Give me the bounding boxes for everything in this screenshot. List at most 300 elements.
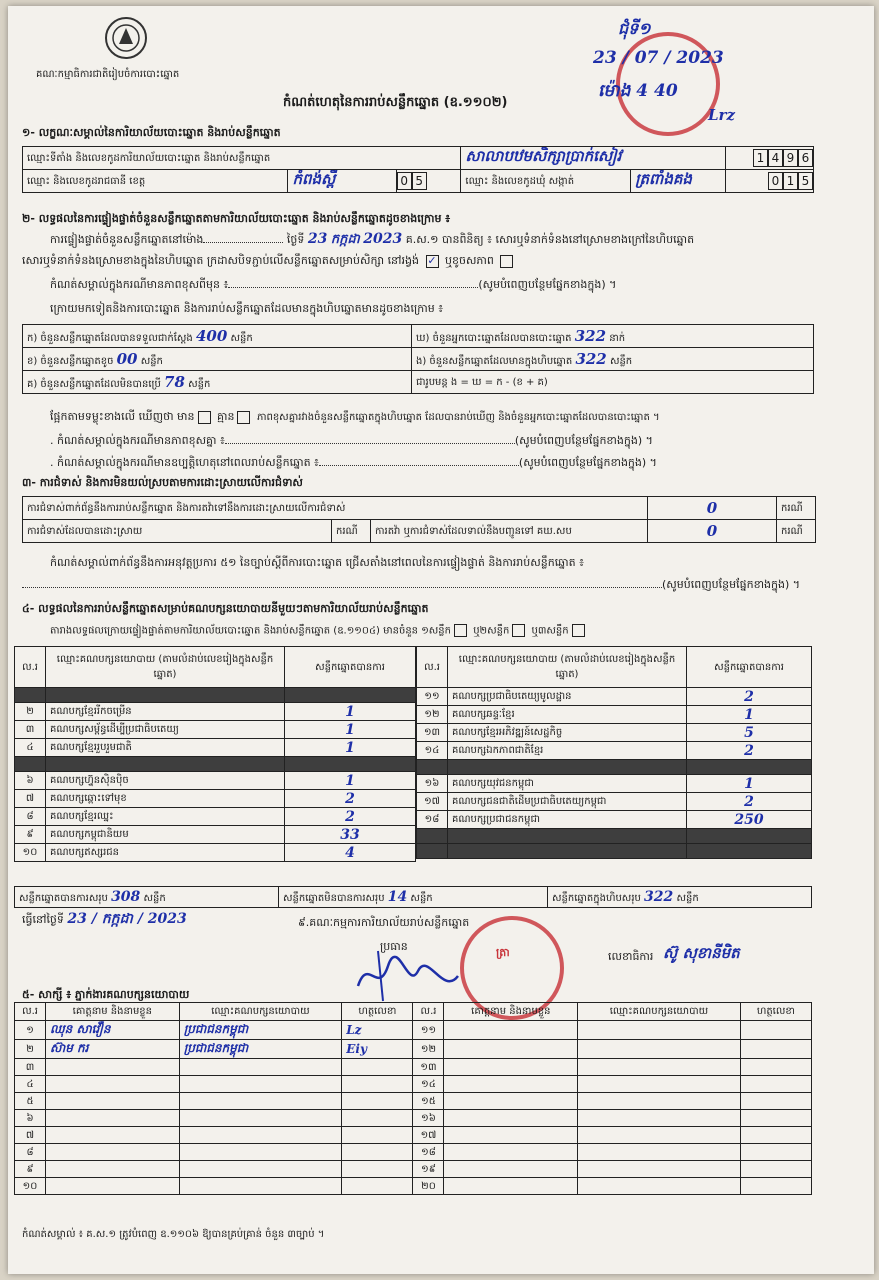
witness-row (15, 1144, 812, 1161)
col-party: ឈ្មោះគណបក្សនយោបាយ (តាមលំដាប់លេខរៀងក្នុងសន្លឹកឆ្នោត) (448, 647, 687, 688)
committee-title: ៩.គណៈកម្មការការិយាល័យរាប់សន្លឹកឆ្នោត (298, 916, 470, 929)
article-note-text: កំណត់សម្គាល់ពាក់ព័ន្ធនឹងការអនុវត្តប្រការ ៥១ នៃច្បាប់ស្តីពីការបោះឆ្នោត ជ្រើសតាំងនៅពេលនៃការផ្ទៀងផ្ទាត់ និងការរាប់សន្លឹកឆ្នោត ៖ (50, 556, 584, 569)
fill-note: (សូមបំពេញបន្ថែមផ្នែកខាងក្នុង) ។ (478, 278, 617, 291)
witness-sign (342, 1144, 413, 1161)
party-no: ១៤ (417, 742, 448, 760)
total-box (547, 887, 811, 908)
damaged-label: ឬខូចសភាព (445, 254, 494, 267)
party-name: គណបក្សសម្ព័ន្ធដើម្បីប្រជាធិបតេយ្យ (46, 721, 285, 739)
org-name: គណៈកម្មាធិការជាតិរៀបចំការបោះឆ្នោត (36, 69, 180, 80)
witness-name (444, 1040, 578, 1059)
witness-name (444, 1059, 578, 1076)
witness-sign (740, 1093, 811, 1110)
witness-sign (342, 1059, 413, 1076)
unit: សន្លឹក (143, 892, 166, 904)
case-label: ករណី (777, 520, 816, 543)
col-sign: ហត្ថលេខា (740, 1003, 811, 1021)
witness-name: ស៊ាម ករ (46, 1040, 180, 1059)
witness-party (578, 1059, 741, 1076)
unused-ballots (23, 371, 412, 394)
witness-sign (740, 1076, 811, 1093)
col-party: ឈ្មោះគណបក្សនយោបាយ (179, 1003, 342, 1021)
form-sheet (8, 6, 874, 1274)
witness-no: ១៤ (413, 1076, 444, 1093)
witness-name (46, 1093, 180, 1110)
party-name: គណបក្សជនជាតិដើមប្រជាធិបតេយ្យកម្ពុជា (448, 793, 687, 811)
witness-no: ២ (15, 1040, 46, 1059)
party-name: គណបក្សឆន្ទៈខ្មែរ (448, 706, 687, 724)
note2-text: . កំណត់សម្គាល់ក្នុងករណីមានភាពខុសគ្នា ៖ (50, 434, 225, 447)
year-value: 2023 (363, 231, 403, 247)
two-sheets-label: ឬ២សន្លឹក (473, 625, 510, 637)
emblem-logo (103, 16, 149, 60)
unused-label: គ) ចំនួនសន្លឹកឆ្នោតដែលមិនបានប្រើ (27, 378, 161, 390)
diff-note-text: កំណត់សម្គាល់ក្នុងករណីមានភាពខុសពីមុន ៖ (50, 278, 229, 291)
col-sign: ហត្ថលេខា (342, 1003, 413, 1021)
party-no: ២ (15, 703, 46, 721)
witness-name (46, 1144, 180, 1161)
location-name-label: ឈ្មោះទីតាំង និងលេខកូដការិយាល័យបោះឆ្នោត និងរាប់សន្លឹកឆ្នោត (23, 147, 461, 170)
location-name-value: សាលាបឋមសិក្សាប្រាក់សៀវ (461, 147, 726, 170)
col-party: ឈ្មោះគណបក្សនយោបាយ (តាមលំដាប់លេខរៀងក្នុងសន្លឹកឆ្នោត) (46, 647, 285, 688)
unit: សន្លឹក (140, 355, 163, 367)
party-row (417, 775, 812, 793)
party-row (15, 808, 416, 826)
two-sheets-checkbox[interactable] (512, 624, 525, 637)
done-label: ធ្វើនៅថ្ងៃទី (22, 913, 64, 926)
diff-check-line (50, 410, 660, 425)
col-no: ល.រ (15, 647, 46, 688)
witness-party (578, 1127, 741, 1144)
total-valid (15, 887, 279, 908)
party-votes: 2 (687, 793, 812, 811)
party-name: គណបក្សហ្វ៊ុនស៊ិនប៉ិច (46, 772, 285, 790)
formula: ជារូបមន្ត ង = ឃ = ក - (ខ + គ) (412, 371, 814, 394)
one-sheet-checkbox[interactable] (454, 624, 467, 637)
party-name: គណបក្សកម្ពុជានិយម (46, 826, 285, 844)
commune-value: ត្រពាំងគង (631, 170, 726, 193)
box-label: ង) ចំនួនសន្លឹកឆ្នោតដែលមានក្នុងហិបឆ្នោត (416, 355, 573, 367)
witness-no: ១២ (413, 1040, 444, 1059)
party-no: ៦ (15, 772, 46, 790)
party-no: ១៧ (417, 793, 448, 811)
total-box-label: សន្លឹកឆ្នោតក្នុងហិបសរុប (551, 892, 641, 904)
witness-name (444, 1093, 578, 1110)
party-no: ១០ (15, 844, 46, 862)
done-date-line (22, 912, 187, 927)
witness-party (578, 1178, 741, 1195)
party-votes (687, 844, 812, 859)
party-row (15, 757, 416, 772)
witness-sign (342, 1127, 413, 1144)
party-row (15, 844, 416, 862)
party-no: ១៦ (417, 775, 448, 793)
party-row (15, 688, 416, 703)
party-votes (687, 829, 812, 844)
col-no: ល.រ (417, 647, 448, 688)
witness-sign (740, 1127, 811, 1144)
code-digit: 0 (397, 172, 412, 190)
party-name: គណបក្សខ្មែរអភិវឌ្ឍន៍សេដ្ឋកិច្ច (448, 724, 687, 742)
three-sheets-checkbox[interactable] (572, 624, 585, 637)
unit: សន្លឹក (230, 332, 253, 344)
party-row (417, 724, 812, 742)
witness-no: ៩ (15, 1161, 46, 1178)
unit: សន្លឹក (609, 355, 633, 367)
party-votes: 2 (285, 790, 416, 808)
witness-name (46, 1161, 180, 1178)
witness-sign (740, 1040, 811, 1059)
party-name: គណបក្សខ្មែររីកចម្រើន (46, 703, 285, 721)
party-votes: 5 (687, 724, 812, 742)
total-invalid-value: 14 (387, 888, 408, 905)
received-label: ក) ចំនួនសន្លឹកឆ្នោតដែលបានទទួលជាក់ស្តែង (27, 332, 193, 344)
total-invalid (279, 887, 548, 908)
complaint-label: ការជំទាស់ពាក់ព័ន្ធនឹងការរាប់សន្លឹកឆ្នោត និងការតវ៉ាទៅនឹងការដោះស្រាយលើការជំទាស់ (23, 497, 648, 520)
witness-sign (342, 1161, 413, 1178)
party-name: គណបក្សឯកភាពជាតិខ្មែរ (448, 742, 687, 760)
col-no: ល.រ (15, 1003, 46, 1021)
witness-party: ប្រជាជនកម្ពុជា (179, 1021, 342, 1040)
section5-heading: ៥- សាក្សី ៖ ភ្នាក់ងារគណបក្សនយោបាយ (22, 988, 190, 1001)
total-box-value: 322 (644, 888, 674, 905)
case-label: ករណី (777, 497, 816, 520)
witness-no: ៦ (15, 1110, 46, 1127)
witness-party (578, 1161, 741, 1178)
witness-party (578, 1093, 741, 1110)
fill-note: (សូមបំពេញបន្ថែមផ្នែកខាងក្នុង) ។ (514, 434, 653, 447)
month-value: កក្កដា (330, 232, 360, 247)
code-digit: 5 (798, 172, 813, 190)
spoiled-value: 00 (116, 349, 138, 368)
witness-sign (342, 1093, 413, 1110)
witness-sign: Lz (342, 1021, 413, 1040)
party-votes (285, 757, 416, 772)
witness-sign (740, 1021, 811, 1040)
witness-party (179, 1161, 342, 1178)
witness-sign (740, 1110, 811, 1127)
total-valid-label: សន្លឹកឆ្នោតបានការសរុប (19, 892, 108, 904)
witness-party (578, 1076, 741, 1093)
witness-name (444, 1110, 578, 1127)
witness-row (15, 1040, 812, 1059)
witness-name (46, 1178, 180, 1195)
party-row (417, 688, 812, 706)
witness-name (444, 1161, 578, 1178)
spoiled-label: ខ) ចំនួនសន្លឹកឆ្នោតខូច (27, 355, 114, 367)
received-ballots (23, 325, 412, 348)
code-digit: 0 (768, 172, 783, 190)
witness-no: ១៩ (413, 1161, 444, 1178)
fill-note: (សូមបំពេញបន្ថែមផ្នែកខាងក្នុង) ។ (662, 578, 801, 591)
party-no: ៧ (15, 790, 46, 808)
article-note (50, 556, 850, 570)
witness-table (14, 1002, 812, 1195)
location-table (22, 146, 814, 193)
witness-party (179, 1110, 342, 1127)
unit: សន្លឹក (676, 892, 699, 904)
complaint-value: 0 (648, 497, 777, 520)
note3-text: . កំណត់សម្គាល់ក្នុងករណីមានឧប្បត្តិហេតុនៅពេលរាប់សន្លឹកឆ្នោត ៖ (50, 456, 319, 469)
unit: សន្លឹក (410, 892, 433, 904)
party-votes: 2 (687, 688, 812, 706)
witness-no: ៧ (15, 1127, 46, 1144)
witness-party (179, 1178, 342, 1195)
party-row (417, 811, 812, 829)
box-value: 322 (575, 349, 607, 368)
unit: នាក់ (609, 332, 626, 344)
party-votes: 1 (687, 775, 812, 793)
party-name: គណបក្សខ្មែររួបរួមជាតិ (46, 739, 285, 757)
witness-row (15, 1127, 812, 1144)
day-label: ថ្ងៃទី (286, 233, 305, 246)
party-row (417, 706, 812, 724)
witness-name (46, 1059, 180, 1076)
footer-note: កំណត់សម្គាល់ ៖ គ.ស.១ ត្រូវបំពេញ ឧ.១១០៦ ឱ្យបានគ្រប់គ្រាន់ ចំនួន ៣ច្បាប់ ។ (22, 1229, 325, 1240)
party-name (448, 829, 687, 844)
party-votes: 4 (285, 844, 416, 862)
witness-party (578, 1040, 741, 1059)
totals-table (14, 886, 812, 908)
done-date: 23 / កក្កដា / 2023 (67, 911, 187, 927)
section4-heading: ៤- លទ្ធផលនៃការរាប់សន្លឹកឆ្នោតសម្រាប់គណបក្សនយោបាយនីមួយៗតាមការិយាល័យរាប់សន្លឹកឆ្នោត (22, 602, 429, 615)
witness-sign (342, 1110, 413, 1127)
party-votes: 2 (285, 808, 416, 826)
witness-no: ១១ (413, 1021, 444, 1040)
witness-row (15, 1178, 812, 1195)
party-row (417, 829, 812, 844)
diff-label: ផ្អែកតាមទម្លុះខាងលើ ឃើញថា មាន (50, 410, 195, 423)
party-no: ១៣ (417, 724, 448, 742)
diff-note-line (50, 278, 616, 292)
witness-sign (740, 1161, 811, 1178)
section3-heading: ៣- ការជំទាស់ និងការមិនយល់ស្របតាមការដោះស្រាយលើការជំទាស់ (22, 476, 303, 489)
diff-yes-checkbox[interactable] (198, 411, 211, 424)
party-no: ១១ (417, 688, 448, 706)
witness-party (578, 1021, 741, 1040)
party-name: គណបក្សឥស្សរជន (46, 844, 285, 862)
diff-no-checkbox[interactable] (237, 411, 250, 424)
party-row (15, 721, 416, 739)
code-digit: 1 (753, 149, 768, 167)
witness-name: ឈុន សាវឿន (46, 1021, 180, 1040)
province-label: ឈ្មោះ និងលេខកូដរាជធានី ខេត្ត (23, 170, 288, 193)
party-row (15, 703, 416, 721)
voters-count (412, 325, 814, 348)
witness-sign (740, 1059, 811, 1076)
party-name (46, 757, 285, 772)
col-no: ល.រ (413, 1003, 444, 1021)
party-votes: 2 (687, 742, 812, 760)
party-votes: 1 (285, 703, 416, 721)
witness-party (179, 1076, 342, 1093)
party-row (15, 739, 416, 757)
witness-sign (342, 1076, 413, 1093)
section2-heading: ២- លទ្ធផលនៃការផ្ទៀងផ្ទាត់ចំនួនសន្លឹកឆ្នោតតាមការិយាល័យបោះឆ្នោត និងរាប់សន្លឹកឆ្នោតដូចខាងក្រោម ៖ (22, 212, 451, 225)
col-name: គោត្តនាម និងនាមខ្លួន (46, 1003, 180, 1021)
witness-party (179, 1093, 342, 1110)
form-title: កំណត់ហេតុនៃការរាប់សន្លឹកឆ្នោត (ឧ.១១០២) (283, 95, 508, 110)
witness-name (46, 1110, 180, 1127)
intact-checkbox[interactable]: ✓ (427, 253, 437, 267)
party-no (417, 844, 448, 859)
section1-heading: ១- លក្ខណៈសម្គាល់នៃការិយាល័យបោះឆ្នោត និងរាប់សន្លឹកឆ្នោត (22, 126, 281, 139)
party-votes: 1 (285, 772, 416, 790)
witness-party (179, 1127, 342, 1144)
party-row (417, 760, 812, 775)
party-no: ៤ (15, 739, 46, 757)
stamp-round-label: ជុំទី១ (618, 19, 651, 38)
col-votes: សន្លឹកឆ្នោតបានការ (285, 647, 416, 688)
witness-no: ១៦ (413, 1110, 444, 1127)
stamp-time: ម៉ោង 4 40 (598, 81, 678, 101)
witness-no: ៥ (15, 1093, 46, 1110)
code-digit: 5 (412, 172, 427, 190)
verify-text: ការផ្ទៀងផ្ទាត់ចំនួនសន្លឹកឆ្នោតនៅម៉ោង (50, 233, 204, 246)
seal-label: ត្រា (496, 946, 510, 959)
count-intro: ក្រោយមកទៀតនិងការបោះឆ្នោត និងការរាប់សន្លឹកឆ្នោតដែលមានក្នុងហិបឆ្នោតមានដូចខាងក្រោម ៖ (50, 302, 444, 315)
witness-no: ៤ (15, 1076, 46, 1093)
forwarded-value: 0 (648, 520, 777, 543)
received-value: 400 (195, 326, 228, 345)
witness-sign (740, 1144, 811, 1161)
party-votes: 1 (285, 721, 416, 739)
day-value: 23 (307, 231, 328, 247)
party-no: ១២ (417, 706, 448, 724)
party-row (417, 844, 812, 859)
witness-no: ១៣ (413, 1059, 444, 1076)
results-table-left (14, 646, 416, 862)
party-votes: 250 (687, 811, 812, 829)
stamp-signature: Lrz (708, 106, 735, 124)
party-no: ៨ (15, 808, 46, 826)
col-name: គោត្តនាម និងនាមខ្លួន (444, 1003, 578, 1021)
party-no: ១៨ (417, 811, 448, 829)
diff-note2 (50, 434, 653, 448)
witness-party (578, 1144, 741, 1161)
code-digit: 1 (783, 172, 798, 190)
commune-code (726, 170, 814, 193)
witness-name (444, 1127, 578, 1144)
code-digit: 9 (783, 149, 798, 167)
chair-signature (348, 946, 468, 1006)
article-note-end (22, 578, 800, 592)
voters-label: ឃ) ចំនួនអ្នកបោះឆ្នោតដែលបានបោះឆ្នោត (416, 332, 572, 344)
verify-text-cont: គ.ស.១ បានពិនិត្យ ៖ សោរឬទំនាក់ទំនងនៅស្រោមខាងក្រៅនៃហិបឆ្នោត (405, 233, 695, 246)
location-code (726, 147, 814, 170)
party-no (15, 688, 46, 703)
party-row (417, 793, 812, 811)
party-row (15, 772, 416, 790)
party-name (448, 844, 687, 859)
party-row (417, 742, 812, 760)
witness-row (15, 1093, 812, 1110)
code-digit: 4 (768, 149, 783, 167)
party-name (448, 760, 687, 775)
chair-label: ប្រធាន (380, 940, 408, 953)
party-no: ៣ (15, 721, 46, 739)
province-code (396, 170, 461, 193)
forwarded-label: ការតវ៉ា ឬការជំទាស់ដែលទាល់នឹងបញ្ជូនទៅ គឃ.សប (371, 520, 648, 543)
witness-party (578, 1110, 741, 1127)
witness-row (15, 1161, 812, 1178)
unused-value: 78 (164, 372, 185, 391)
witness-no: ១៥ (413, 1093, 444, 1110)
party-name (46, 688, 285, 703)
party-name: គណបក្សយុវជនកម្ពុជា (448, 775, 687, 793)
witness-row (15, 1076, 812, 1093)
case-label: ករណី (332, 520, 371, 543)
col-party: ឈ្មោះគណបក្សនយោបាយ (578, 1003, 741, 1021)
resolved-label: ការជំទាស់ដែលបានដោះស្រាយ (23, 520, 332, 543)
damaged-checkbox[interactable] (500, 255, 513, 268)
witness-sign (342, 1178, 413, 1195)
witness-name (46, 1076, 180, 1093)
voters-value: 322 (574, 326, 607, 345)
witness-name (444, 1076, 578, 1093)
witness-party (179, 1059, 342, 1076)
party-name: គណបក្សប្រជាធិបតេយ្យមូលដ្ឋាន (448, 688, 687, 706)
three-sheets-label: ឬ៣សន្លឹក (531, 625, 569, 637)
party-no (417, 829, 448, 844)
witness-no: ២០ (413, 1178, 444, 1195)
party-no: ៩ (15, 826, 46, 844)
count-table (22, 324, 814, 394)
fill-note: (សូមបំពេញបន្ថែមផ្នែកខាងក្នុង) ។ (518, 456, 657, 469)
complaint-table (22, 496, 816, 543)
witness-party (179, 1144, 342, 1161)
witness-no: ១០ (15, 1178, 46, 1195)
witness-row (15, 1059, 812, 1076)
party-no (417, 760, 448, 775)
witness-row (15, 1110, 812, 1127)
witness-no: ៣ (15, 1059, 46, 1076)
verify-line (50, 232, 694, 247)
witness-name (444, 1021, 578, 1040)
party-votes (687, 760, 812, 775)
code-digit: 6 (798, 149, 813, 167)
witness-party: ប្រជាជនកម្ពុជា (179, 1040, 342, 1059)
party-no (15, 757, 46, 772)
witness-sign (740, 1178, 811, 1195)
witness-name (46, 1127, 180, 1144)
stamp-date: 23 / 07 / 2023 (593, 48, 724, 68)
spoiled-ballots (23, 348, 412, 371)
col-votes: សន្លឹកឆ្នោតបានការ (687, 647, 812, 688)
diff-rest: ភាពខុសគ្នារវាងចំនួនសន្លឹកឆ្នោតក្នុងហិបឆ្នោត ដែលបានរាប់ឃើញ និងចំនួនអ្នកបោះឆ្នោតដែលបានបោះឆ្នោត ។ (256, 412, 660, 423)
party-name: គណបក្សប្រជាជនកម្ពុជា (448, 811, 687, 829)
witness-row (15, 1021, 812, 1040)
witness-name (444, 1144, 578, 1161)
witness-no: ១៨ (413, 1144, 444, 1161)
party-name: គណបក្សឆ្ពោះទៅមុខ (46, 790, 285, 808)
results-sheets-line (50, 624, 588, 639)
party-row (15, 790, 416, 808)
party-votes: 1 (687, 706, 812, 724)
province-value: កំពង់ស្ពឺ (288, 170, 396, 193)
witness-sign: Eiy (342, 1040, 413, 1059)
secretary-label: លេខាធិការ (608, 950, 654, 963)
commune-label: ឈ្មោះ និងលេខកូដឃុំ សង្កាត់ (461, 170, 631, 193)
box-ballots (412, 348, 814, 371)
witness-name (444, 1178, 578, 1195)
secretary-name: ស៊ូ សុខានីមិត (663, 944, 740, 962)
witness-no: ១៧ (413, 1127, 444, 1144)
total-invalid-label: សន្លឹកឆ្នោតមិនបានការសរុប (283, 892, 385, 904)
party-votes: 1 (285, 739, 416, 757)
witness-no: ៨ (15, 1144, 46, 1161)
party-votes: 33 (285, 826, 416, 844)
